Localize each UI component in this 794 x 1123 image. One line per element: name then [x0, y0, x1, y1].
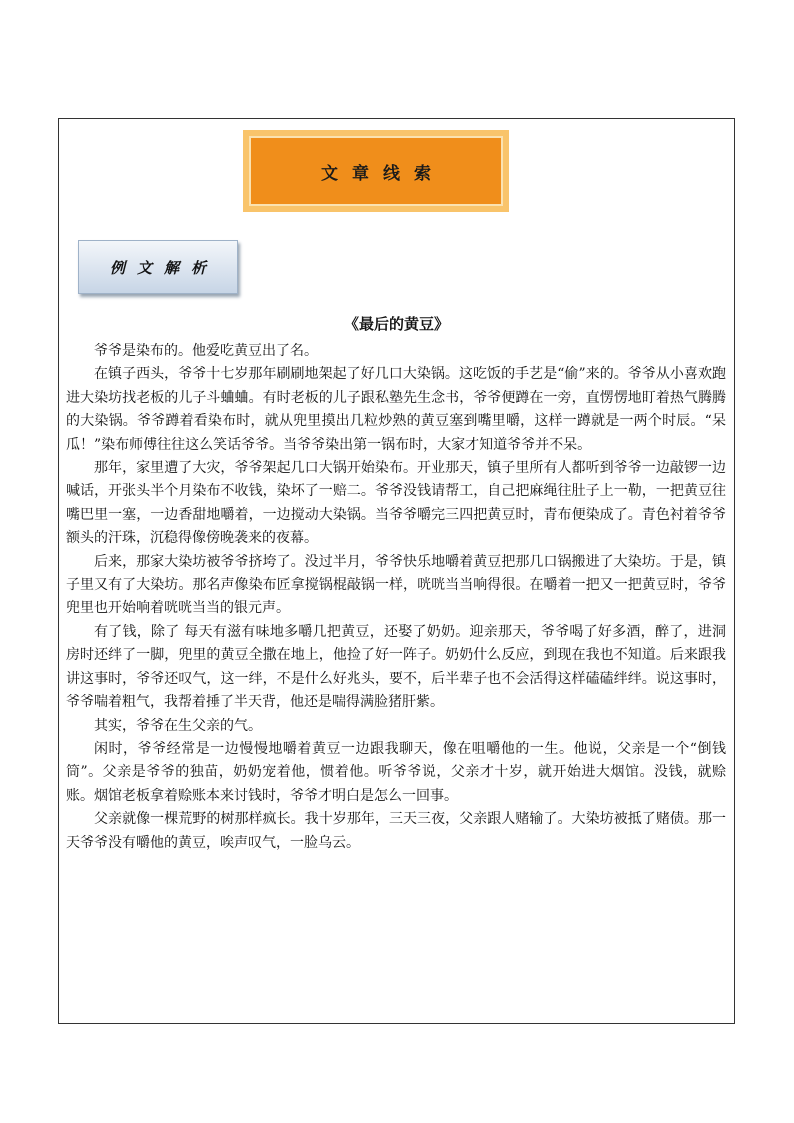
- paragraph: 那年，家里遭了大灾，爷爷架起几口大锅开始染布。开业那天，镇子里所有人都听到爷爷一边敲锣一边喊话，开张头半个月染布不收钱，染坏了一赔二。爷爷没钱请帮工，自己把麻绳往肚子上一勒，一把黄豆往嘴巴里一塞，一边香甜地嚼着，一边搅动大染锅。当爷爷嚼完三四把黄豆时，青布便染成了。青色衬着爷爷额头的汗珠，沉稳得像傍晚袭来的夜幕。: [66, 460, 726, 547]
- paragraph: 闲时，爷爷经常是一边慢慢地嚼着黄豆一边跟我聊天，像在咀嚼他的一生。他说，父亲是一个“倒钱筒”。父亲是爷爷的独苗，奶奶宠着他，惯着他。听爷爷说，父亲才十岁，就开始进大烟馆。没钱，就赊账。烟馆老板拿着赊账本来讨钱时，爷爷才明白是怎么一回事。: [66, 740, 726, 804]
- banner-title: 文章线索: [249, 136, 503, 206]
- paragraph: 有了钱，除了 每天有滋有味地多嚼几把黄豆，还娶了奶奶。迎亲那天，爷爷喝了好多酒，醉了，进洞房时还绊了一脚，兜里的黄豆全撒在地上，他捡了好一阵子。奶奶什么反应，到现在我也不知道。后来跟我讲这事时，爷爷还叹气，这一绊，不是什么好兆头，要不，后半辈子也不会活得这样磕磕绊绊。说这事时，爷爷喘着粗气，我帮着捶了半天背，他还是喘得满脸猪肝紫。: [66, 623, 726, 711]
- paragraph: 爷爷是染布的。他爱吃黄豆出了名。: [94, 343, 318, 359]
- section-banner: [243, 130, 509, 212]
- article-body: [66, 340, 726, 855]
- article-title: 《最后的黄豆》: [343, 315, 449, 333]
- paragraph: 在镇子西头，爷爷十七岁那年刷刷地架起了好几口大染锅。这吃饭的手艺是“偷”来的。爷爷从小喜欢跑进大染坊找老板的儿子斗蛐蛐。有时老板的儿子跟私塾先生念书，爷爷便蹲在一旁，直愣愣地盯着热气腾腾的大染锅。爷爷蹲着看染布时，就从兜里摸出几粒炒熟的黄豆塞到嘴里嚼，这样一蹲就是一两个时辰。“呆瓜！”染布师傅往往这么笑话爷爷。当爷爷染出第一锅布时，大家才知道爷爷并不呆。: [66, 366, 726, 453]
- paragraph: 后来，那家大染坊被爷爷挤垮了。没过半月，爷爷快乐地嚼着黄豆把那几口锅搬进了大染坊。于是，镇子里又有了大染坊。那名声像染布匠拿搅锅棍敲锅一样，咣咣当当响得很。在嚼着一把又一把黄豆时，爷爷兜里也开始响着咣咣当当的银元声。: [66, 553, 726, 617]
- section-tag: 例文解析: [78, 240, 238, 294]
- paragraph: 其实，爷爷在生父亲的气。: [94, 717, 262, 734]
- paragraph: 父亲就像一棵荒野的树那样疯长。我十岁那年，三天三夜，父亲跟人赌输了。大染坊被抵了赌债。那一天爷爷没有嚼他的黄豆，唉声叹气，一脸乌云。: [66, 811, 726, 851]
